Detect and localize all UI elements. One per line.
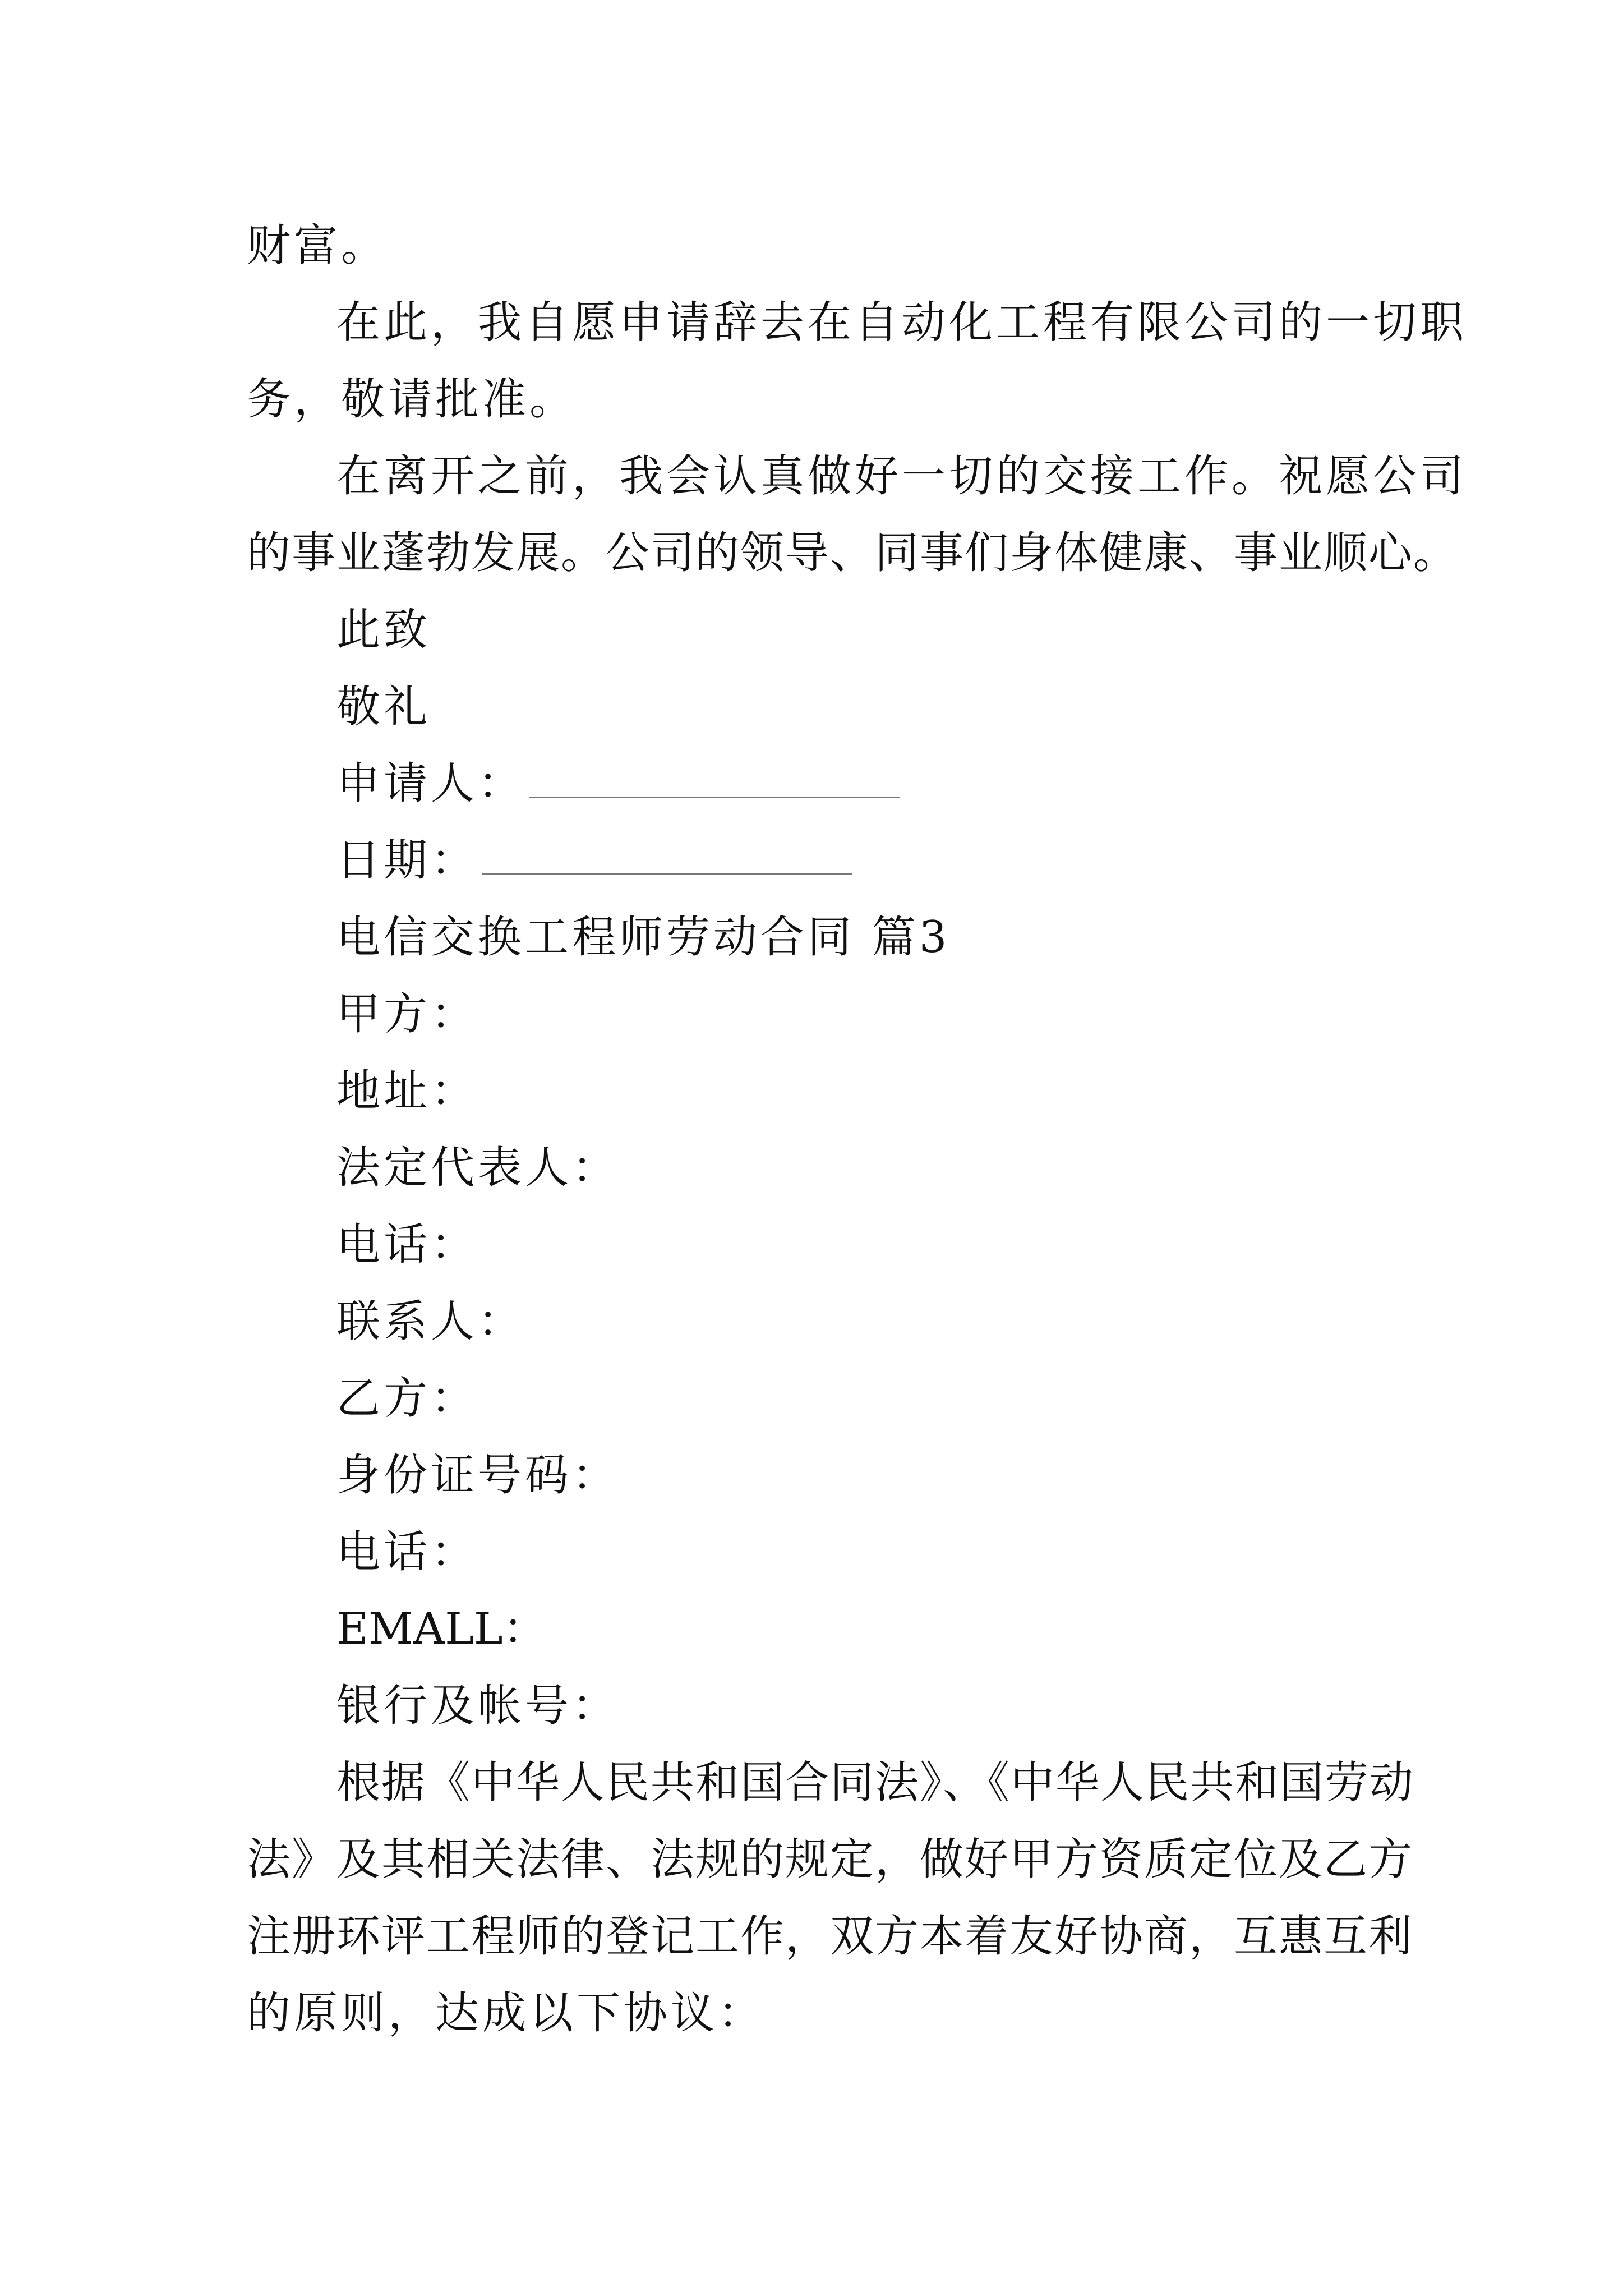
address-label: 地址： [336, 1066, 478, 1116]
contact-person-label: 联系人： [336, 1296, 525, 1347]
applicant-label: 申请人： [336, 758, 525, 809]
phone-label: 电话： [336, 1220, 478, 1270]
legal-representative-label: 法定代表人： [336, 1143, 620, 1193]
closing-line: 此致 [336, 605, 431, 655]
applicant-line [247, 746, 1391, 822]
email-label: EMALL： [336, 1604, 547, 1654]
text-line: 注册环评工程师的登记工作，双方本着友好协商，互惠互利 [247, 1911, 1414, 1962]
salutation-line: 敬礼 [336, 682, 431, 732]
party-b-label: 乙方： [336, 1373, 478, 1424]
text-line: 财富。 [247, 220, 389, 271]
text-line: 在此，我自愿申请辞去在自动化工程有限公司的一切职 [336, 297, 1468, 348]
text-line: 的原则，达成以下协议： [247, 1988, 766, 2039]
bank-account-label: 银行及帐号： [336, 1681, 620, 1731]
text-line: 的事业蓬勃发展。公司的领导、同事们身体健康、事业顺心。 [247, 528, 1459, 578]
text-line: 在离开之前，我会认真做好一切的交接工作。祝愿公司 [336, 451, 1468, 501]
text-line: 根据《中华人民共和国合同法》、《中华人民共和国劳动 [336, 1757, 1415, 1808]
applicant-signature-blank [529, 774, 900, 798]
text-line: 务，敬请批准。 [247, 374, 577, 425]
id-number-label: 身份证号码： [336, 1450, 620, 1501]
date-blank [482, 851, 852, 875]
party-a-label: 甲方： [336, 989, 478, 1039]
text-line: 法》及其相关法律、法规的规定，做好甲方资质定位及乙方 [247, 1834, 1414, 1885]
section-title: 电信交换工程师劳动合同 篇3 [336, 912, 951, 963]
date-line [247, 822, 1391, 899]
document-body [247, 208, 1468, 2052]
date-label: 日期： [336, 835, 478, 886]
phone-label-b: 电话： [336, 1527, 478, 1577]
